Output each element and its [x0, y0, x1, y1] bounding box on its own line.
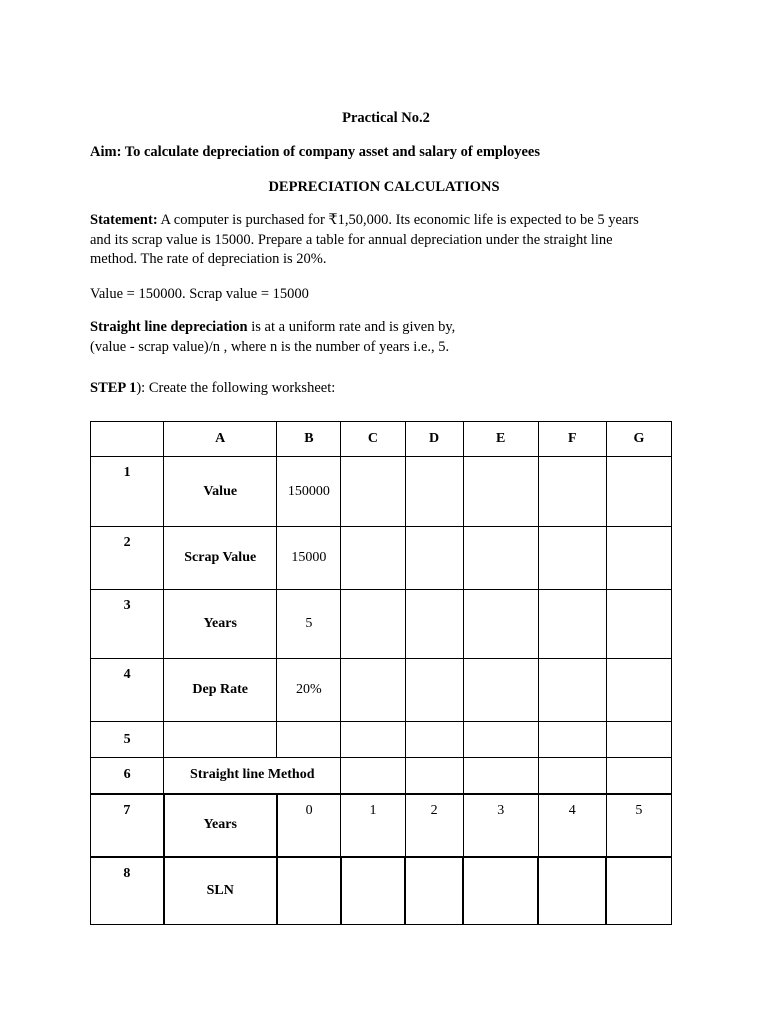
table-row: [91, 457, 672, 527]
empty-cell: [463, 590, 538, 659]
cell-a5: [164, 722, 277, 758]
column-header-c: C: [341, 422, 405, 457]
table-row: [91, 722, 672, 758]
cell-b3: 5: [277, 590, 341, 659]
empty-cell: [341, 590, 405, 659]
row-number: 4: [91, 659, 164, 722]
statement-paragraph: [90, 211, 660, 270]
table-row: [91, 794, 672, 857]
statement-label: Statement:: [90, 212, 158, 228]
table-row: [91, 857, 672, 925]
empty-cell: [463, 758, 538, 794]
year-cell: 1: [341, 794, 405, 857]
cell-b4: 20%: [277, 659, 341, 722]
cell-b5: [277, 722, 341, 758]
row-number: 2: [91, 527, 164, 590]
year-cell: 3: [463, 794, 538, 857]
empty-cell: [538, 527, 606, 590]
empty-cell: [405, 758, 463, 794]
column-header-e: E: [463, 422, 538, 457]
table-row: [91, 659, 672, 722]
step-1-text: ): Create the following worksheet:: [136, 380, 336, 396]
straight-line-label: Straight line depreciation: [90, 319, 248, 335]
worksheet-table: [90, 421, 672, 925]
empty-cell: [538, 457, 606, 527]
empty-cell: [606, 857, 671, 925]
page-title: Practical No.2: [342, 110, 430, 126]
table-row: [91, 527, 672, 590]
column-header-f: F: [538, 422, 606, 457]
empty-cell: [405, 457, 463, 527]
row-number: 7: [91, 794, 164, 857]
aim-line: Aim: To calculate depreciation of company asset and salary of employees: [90, 144, 541, 160]
empty-cell: [341, 722, 405, 758]
empty-cell: [538, 857, 606, 925]
empty-cell: [277, 857, 341, 925]
step-1-label: STEP 1: [90, 380, 137, 396]
empty-cell: [405, 659, 463, 722]
empty-cell: [341, 857, 405, 925]
column-header-d: D: [405, 422, 463, 457]
cell-a7: Years: [164, 794, 277, 857]
empty-cell: [405, 722, 463, 758]
column-header-g: G: [606, 422, 671, 457]
header-row: [91, 422, 672, 457]
cell-b1: 150000: [277, 457, 341, 527]
cell-b2: 15000: [277, 527, 341, 590]
empty-cell: [538, 722, 606, 758]
empty-cell: [341, 758, 405, 794]
empty-cell: [606, 527, 671, 590]
section-heading: DEPRECIATION CALCULATIONS: [268, 179, 500, 195]
cell-a4: Dep Rate: [164, 659, 277, 722]
cell-a2: Scrap Value: [164, 527, 277, 590]
empty-cell: [463, 659, 538, 722]
year-cell: 0: [277, 794, 341, 857]
empty-cell: [606, 722, 671, 758]
empty-cell: [463, 527, 538, 590]
empty-cell: [463, 857, 538, 925]
empty-cell: [538, 659, 606, 722]
empty-cell: [606, 659, 671, 722]
straight-line-method-cell: Straight line Method: [164, 758, 341, 794]
straight-line-formula: (value - scrap value)/n , where n is the number of years i.e., 5.: [90, 338, 450, 355]
table-row: [91, 758, 672, 794]
row-number: 8: [91, 857, 164, 925]
straight-line-text: is at a uniform rate and is given by,: [247, 319, 456, 335]
values-line: Value = 150000. Scrap value = 15000: [90, 286, 309, 302]
empty-cell: [606, 590, 671, 659]
empty-cell: [606, 758, 671, 794]
empty-cell: [341, 527, 405, 590]
cell-a1: Value: [164, 457, 277, 527]
empty-cell: [405, 590, 463, 659]
cell-a8: SLN: [164, 857, 277, 925]
table-row: [91, 590, 672, 659]
empty-cell: [538, 758, 606, 794]
empty-cell: [405, 527, 463, 590]
year-cell: 2: [405, 794, 463, 857]
year-cell: 5: [606, 794, 671, 857]
cell-a3: Years: [164, 590, 277, 659]
empty-cell: [341, 659, 405, 722]
statement-text: A computer is purchased for ₹1,50,000. Its economic life is expected to be 5 years and its scrap value is 15000. Prepare a table for annual depreciation under the straight line method. The rate of depreciation is 20%.: [90, 212, 639, 267]
empty-cell: [463, 457, 538, 527]
straight-line-paragraph: [90, 318, 660, 357]
empty-cell: [341, 457, 405, 527]
row-number: 3: [91, 590, 164, 659]
empty-cell: [463, 722, 538, 758]
row-number: 6: [91, 758, 164, 794]
step-1-line: [90, 379, 660, 399]
empty-cell: [538, 590, 606, 659]
column-header-b: B: [277, 422, 341, 457]
empty-cell: [606, 457, 671, 527]
column-header: [91, 422, 164, 457]
empty-cell: [405, 857, 463, 925]
row-number: 5: [91, 722, 164, 758]
column-header-a: A: [164, 422, 277, 457]
year-cell: 4: [538, 794, 606, 857]
row-number: 1: [91, 457, 164, 527]
